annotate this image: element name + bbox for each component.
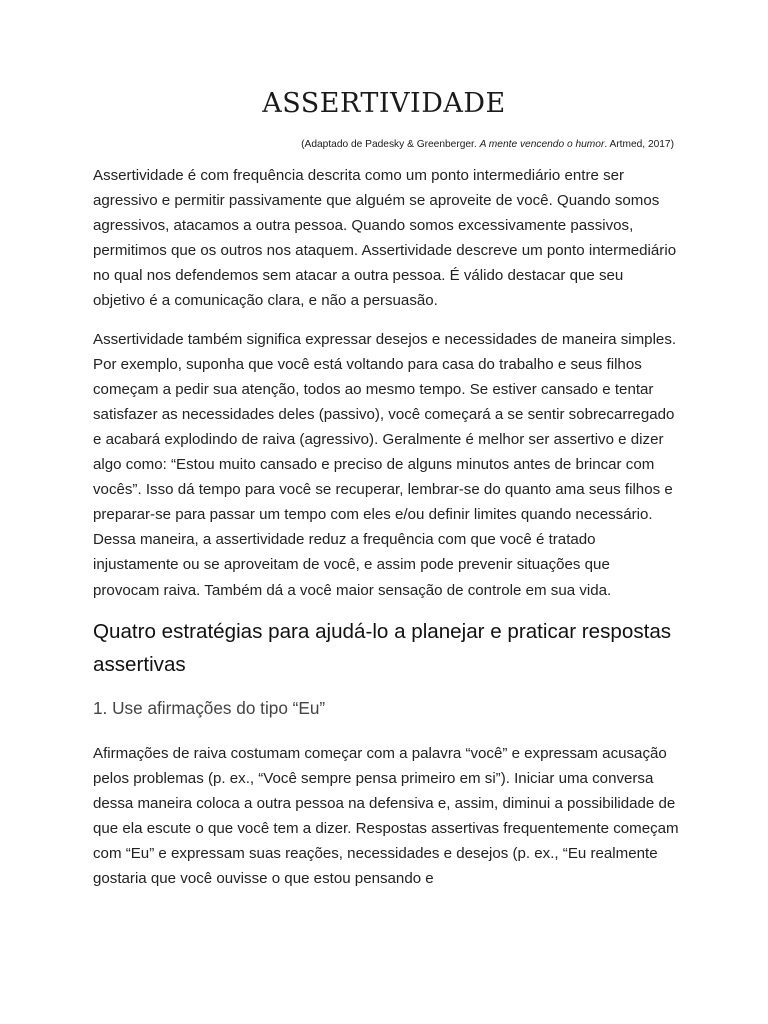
subsection-heading: 1. Use afirmações do tipo “Eu” xyxy=(93,697,326,718)
subsection-paragraph: Afirmações de raiva costumam começar com a palavra “você” e expressam acusação pelos problemas (p. ex., “Você sempre pensa primeiro em si”). Iniciar uma conversa dessa maneira coloca a outra pessoa na defensiva e, assim, diminui a possibilidade de que ela escute o que você tem a dizer. Respostas assertivas frequentemente começam com “Eu” e expressam suas reações, necessidades e desejos (p. ex., “Eu realmente gostaria que você ouvisse o que estou pensando e xyxy=(93,744,679,888)
body-paragraph-1: Assertividade é com frequência descrita como um ponto intermediário entre ser agressivo e permitir passivamente que alguém se aproveite de você. Quando somos agressivos, atacamos a outra pessoa. Quando somos excessivamente passivos, permitimos que os outros nos ataquem. Assertividade descreve um ponto intermediário no qual nos defendemos sem atacar a outra pessoa. É válido destacar que seu objetivo é a comunicação clara, e não a persuasão. xyxy=(93,167,677,310)
document-title: ASSERTIVIDADE xyxy=(262,88,506,119)
section-heading: Quatro estratégias para ajudá-lo a planejar e praticar respostas assertivas xyxy=(93,619,672,676)
citation xyxy=(301,139,674,150)
citation-prefix: (Adaptado de Padesky & Greenberger. xyxy=(301,139,480,150)
citation-suffix: . Artmed, 2017) xyxy=(604,139,674,150)
document-body xyxy=(93,163,679,891)
body-paragraph-2: Assertividade também significa expressar desejos e necessidades de maneira simples. Por exemplo, suponha que você está voltando para casa do trabalho e seus filhos começam a pedir sua atenção, todos ao mesmo tempo. Se estiver cansado e tentar satisfazer as necessidades deles (passivo), você começará a se sentir sobrecarregado e acabará explodindo de raiva (agressivo). Geralmente é melhor ser assertivo e dizer algo como: “Estou muito cansado e preciso de alguns minutos antes de brincar com vocês”. Isso dá tempo para você se recuperar, lembrar-se do quanto ama seus filhos e preparar-se para passar um tempo com eles e/ou definir limites quando necessário. Dessa maneira, a assertividade reduz a frequência com que você é tratado injustamente ou se aproveitam de você, e assim pode prevenir situações que provocam raiva. Também dá a você maior sensação de controle em sua vida. xyxy=(93,330,677,599)
citation-book-title: A mente vencendo o humor xyxy=(479,139,605,150)
